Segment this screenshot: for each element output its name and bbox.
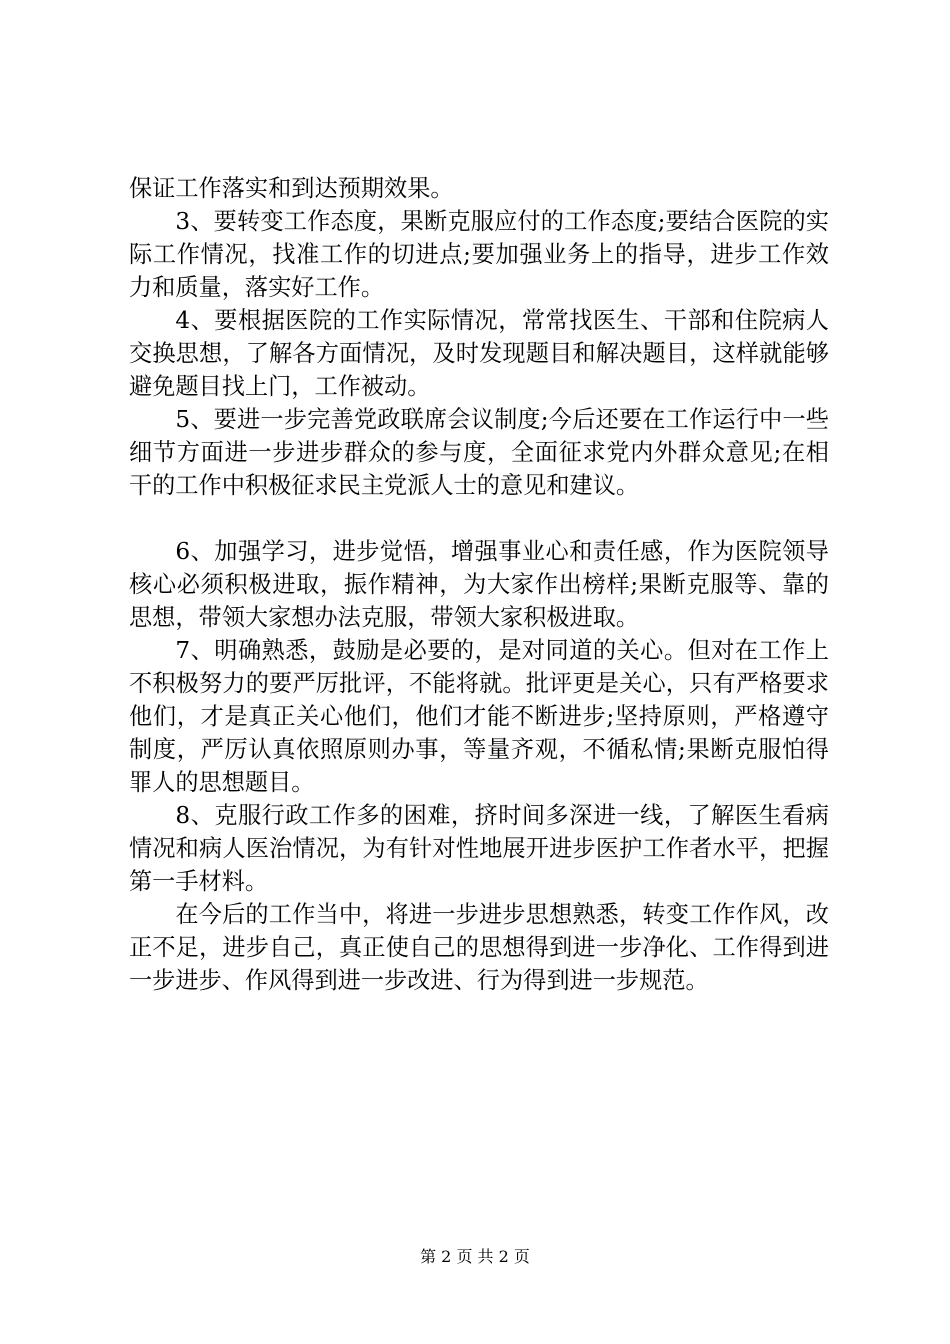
document-body <box>129 172 829 997</box>
paragraph-continuation: 保证工作落实和到达预期效果。 <box>129 175 454 202</box>
paragraph-item-7: 7、明确熟悉，鼓励是必要的，是对同道的关心。但对在工作上不积极努力的要严厉批评，不能将就。批评更是关心，只有严格要求他们，才是真正关心他们，他们才能不断进步;坚持原则，严格遵守制度，严厉认真依照原则办事，等量齐观，不循私情;果断克服怕得罪人的思想题目。 <box>129 637 829 796</box>
paragraph-item-4: 4、要根据医院的工作实际情况，常常找医生、干部和住院病人交换思想，了解各方面情况，及时发现题目和解决题目，这样就能够避免题目找上门，工作被动。 <box>129 307 829 400</box>
page-number-footer: 第 2 页 共 2 页 <box>420 1247 530 1266</box>
paragraph-item-8: 8、克服行政工作多的困难，挤时间多深进一线，了解医生看病情况和病人医治情况，为有针对性地展开进步医护工作者水平，把握第一手材料。 <box>129 802 829 895</box>
paragraph-item-5: 5、要进一步完善党政联席会议制度;今后还要在工作运行中一些细节方面进一步进步群众的参与度，全面征求党内外群众意见;在相干的工作中积极征求民主党派人士的意见和建议。 <box>129 406 829 499</box>
paragraph-item-3: 3、要转变工作态度，果断克服应付的工作态度;要结合医院的实际工作情况，找准工作的切进点;要加强业务上的指导，进步工作效力和质量，落实好工作。 <box>129 208 829 301</box>
paragraph-conclusion: 在今后的工作当中，将进一步进步思想熟悉，转变工作作风，改正不足，进步自己，真正使自己的思想得到进一步净化、工作得到进一步进步、作风得到进一步改进、行为得到进一步规范。 <box>129 901 829 994</box>
paragraph-item-6: 6、加强学习，进步觉悟，增强事业心和责任感，作为医院领导核心必须积极进取，振作精神，为大家作出榜样;果断克服等、靠的思想，带领大家想办法克服，带领大家积极进取。 <box>129 538 829 631</box>
